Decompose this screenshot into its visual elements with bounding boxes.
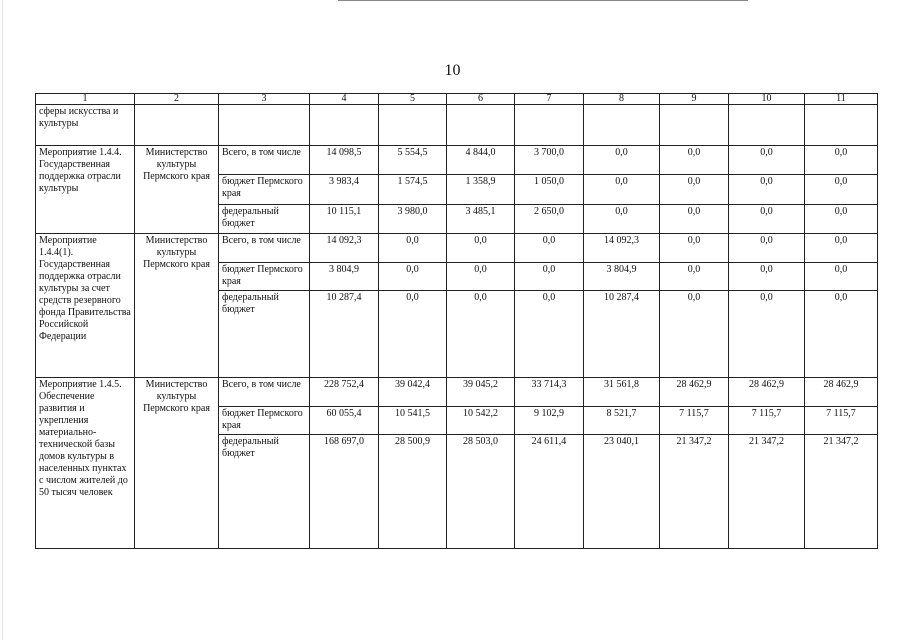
amount-cell: 21 347,2 <box>660 435 729 549</box>
table-row <box>36 234 878 263</box>
amount-cell: 2 650,0 <box>515 205 584 234</box>
funding-source: федеральный бюджет <box>219 435 310 549</box>
executor-name: Министерство культуры Пермского края <box>135 146 219 234</box>
amount-cell: 14 098,5 <box>310 146 379 175</box>
amount-cell: 28 462,9 <box>660 378 729 407</box>
funding-source: бюджет Пермского края <box>219 263 310 291</box>
amount-cell: 0,0 <box>805 263 878 291</box>
amount-cell: 10 287,4 <box>310 291 379 378</box>
amount-cell: 3 983,4 <box>310 175 379 205</box>
amount-cell: 0,0 <box>584 146 660 175</box>
amount-cell: 3 980,0 <box>379 205 447 234</box>
amount-cell: 0,0 <box>805 234 878 263</box>
amount-cell: 0,0 <box>660 205 729 234</box>
amount-cell: 10 287,4 <box>584 291 660 378</box>
amount-cell: 21 347,2 <box>729 435 805 549</box>
amount-cell: 10 542,2 <box>447 407 515 435</box>
amount-cell: 0,0 <box>660 234 729 263</box>
amount-cell: 3 804,9 <box>310 263 379 291</box>
amount-cell: 0,0 <box>515 234 584 263</box>
amount-cell: 39 045,2 <box>447 378 515 407</box>
column-header: 3 <box>219 94 310 105</box>
amount-cell: 1 574,5 <box>379 175 447 205</box>
funding-source: бюджет Пермского края <box>219 175 310 205</box>
amount-cell: 0,0 <box>729 263 805 291</box>
amount-cell: 0,0 <box>805 205 878 234</box>
amount-cell: 0,0 <box>379 234 447 263</box>
amount-cell: 21 347,2 <box>805 435 878 549</box>
amount-cell: 228 752,4 <box>310 378 379 407</box>
column-header: 9 <box>660 94 729 105</box>
amount-cell: 14 092,3 <box>310 234 379 263</box>
amount-cell: 23 040,1 <box>584 435 660 549</box>
amount-cell: 0,0 <box>584 205 660 234</box>
funding-source: Всего, в том числе <box>219 234 310 263</box>
amount-cell: 3 700,0 <box>515 146 584 175</box>
amount-cell: 4 844,0 <box>447 146 515 175</box>
amount-cell: 28 462,9 <box>805 378 878 407</box>
funding-source: федеральный бюджет <box>219 291 310 378</box>
funding-source: бюджет Пермского края <box>219 407 310 435</box>
amount-cell: 10 115,1 <box>310 205 379 234</box>
amount-cell: 8 521,7 <box>584 407 660 435</box>
amount-cell: 28 503,0 <box>447 435 515 549</box>
amount-cell: 0,0 <box>729 175 805 205</box>
amount-cell: 7 115,7 <box>805 407 878 435</box>
amount-cell: 7 115,7 <box>660 407 729 435</box>
amount-cell: 0,0 <box>729 234 805 263</box>
amount-cell: 9 102,9 <box>515 407 584 435</box>
funding-source: Всего, в том числе <box>219 146 310 175</box>
column-header: 7 <box>515 94 584 105</box>
amount-cell: 168 697,0 <box>310 435 379 549</box>
amount-cell: 3 804,9 <box>584 263 660 291</box>
amount-cell: 14 092,3 <box>584 234 660 263</box>
amount-cell: 0,0 <box>379 263 447 291</box>
amount-cell: 0,0 <box>379 291 447 378</box>
amount-cell: 28 462,9 <box>729 378 805 407</box>
amount-cell: 10 541,5 <box>379 407 447 435</box>
amount-cell: 0,0 <box>805 291 878 378</box>
amount-cell: 0,0 <box>660 263 729 291</box>
amount-cell: 0,0 <box>660 146 729 175</box>
amount-cell: 1 358,9 <box>447 175 515 205</box>
amount-cell: 0,0 <box>447 291 515 378</box>
amount-cell: 7 115,7 <box>729 407 805 435</box>
amount-cell: 0,0 <box>660 175 729 205</box>
measure-name: Мероприятие 1.4.4. Государственная поддержка отрасли культуры <box>36 146 135 234</box>
measure-name: Мероприятие 1.4.4(1). Государственная поддержка отрасли культуры за счет средств резервного фонда Правительства Российской Федерации <box>36 234 135 378</box>
amount-cell: 0,0 <box>729 146 805 175</box>
budget-table <box>35 93 878 549</box>
amount-cell: 0,0 <box>729 205 805 234</box>
amount-cell: 5 554,5 <box>379 146 447 175</box>
funding-source: Всего, в том числе <box>219 378 310 407</box>
continuation-row <box>36 105 878 146</box>
amount-cell: 0,0 <box>584 175 660 205</box>
amount-cell: 0,0 <box>515 263 584 291</box>
page-number: 10 <box>444 62 461 79</box>
executor-name: Министерство культуры Пермского края <box>135 378 219 549</box>
amount-cell: 0,0 <box>805 175 878 205</box>
column-header: 10 <box>729 94 805 105</box>
continuation-text: сферы искусства и культуры <box>36 105 135 146</box>
executor-name: Министерство культуры Пермского края <box>135 234 219 378</box>
amount-cell: 39 042,4 <box>379 378 447 407</box>
amount-cell: 0,0 <box>447 263 515 291</box>
column-header: 1 <box>36 94 135 105</box>
column-header: 11 <box>805 94 878 105</box>
amount-cell: 60 055,4 <box>310 407 379 435</box>
amount-cell: 33 714,3 <box>515 378 584 407</box>
top-rule <box>338 0 748 1</box>
amount-cell: 1 050,0 <box>515 175 584 205</box>
amount-cell: 0,0 <box>660 291 729 378</box>
amount-cell: 0,0 <box>515 291 584 378</box>
amount-cell: 31 561,8 <box>584 378 660 407</box>
column-header: 4 <box>310 94 379 105</box>
scan-edge-shadow <box>2 0 3 640</box>
column-header: 8 <box>584 94 660 105</box>
funding-source: федеральный бюджет <box>219 205 310 234</box>
amount-cell: 3 485,1 <box>447 205 515 234</box>
column-header: 5 <box>379 94 447 105</box>
amount-cell: 0,0 <box>729 291 805 378</box>
table-row <box>36 146 878 175</box>
header-row <box>36 94 878 105</box>
column-header: 2 <box>135 94 219 105</box>
table-row <box>36 378 878 407</box>
amount-cell: 28 500,9 <box>379 435 447 549</box>
amount-cell: 24 611,4 <box>515 435 584 549</box>
measure-name: Мероприятие 1.4.5. Обеспечение развития и укрепления материально-технической базы домов культуры в населенных пунктах с числом жителей до 50 тысяч человек <box>36 378 135 549</box>
amount-cell: 0,0 <box>805 146 878 175</box>
amount-cell: 0,0 <box>447 234 515 263</box>
column-header: 6 <box>447 94 515 105</box>
